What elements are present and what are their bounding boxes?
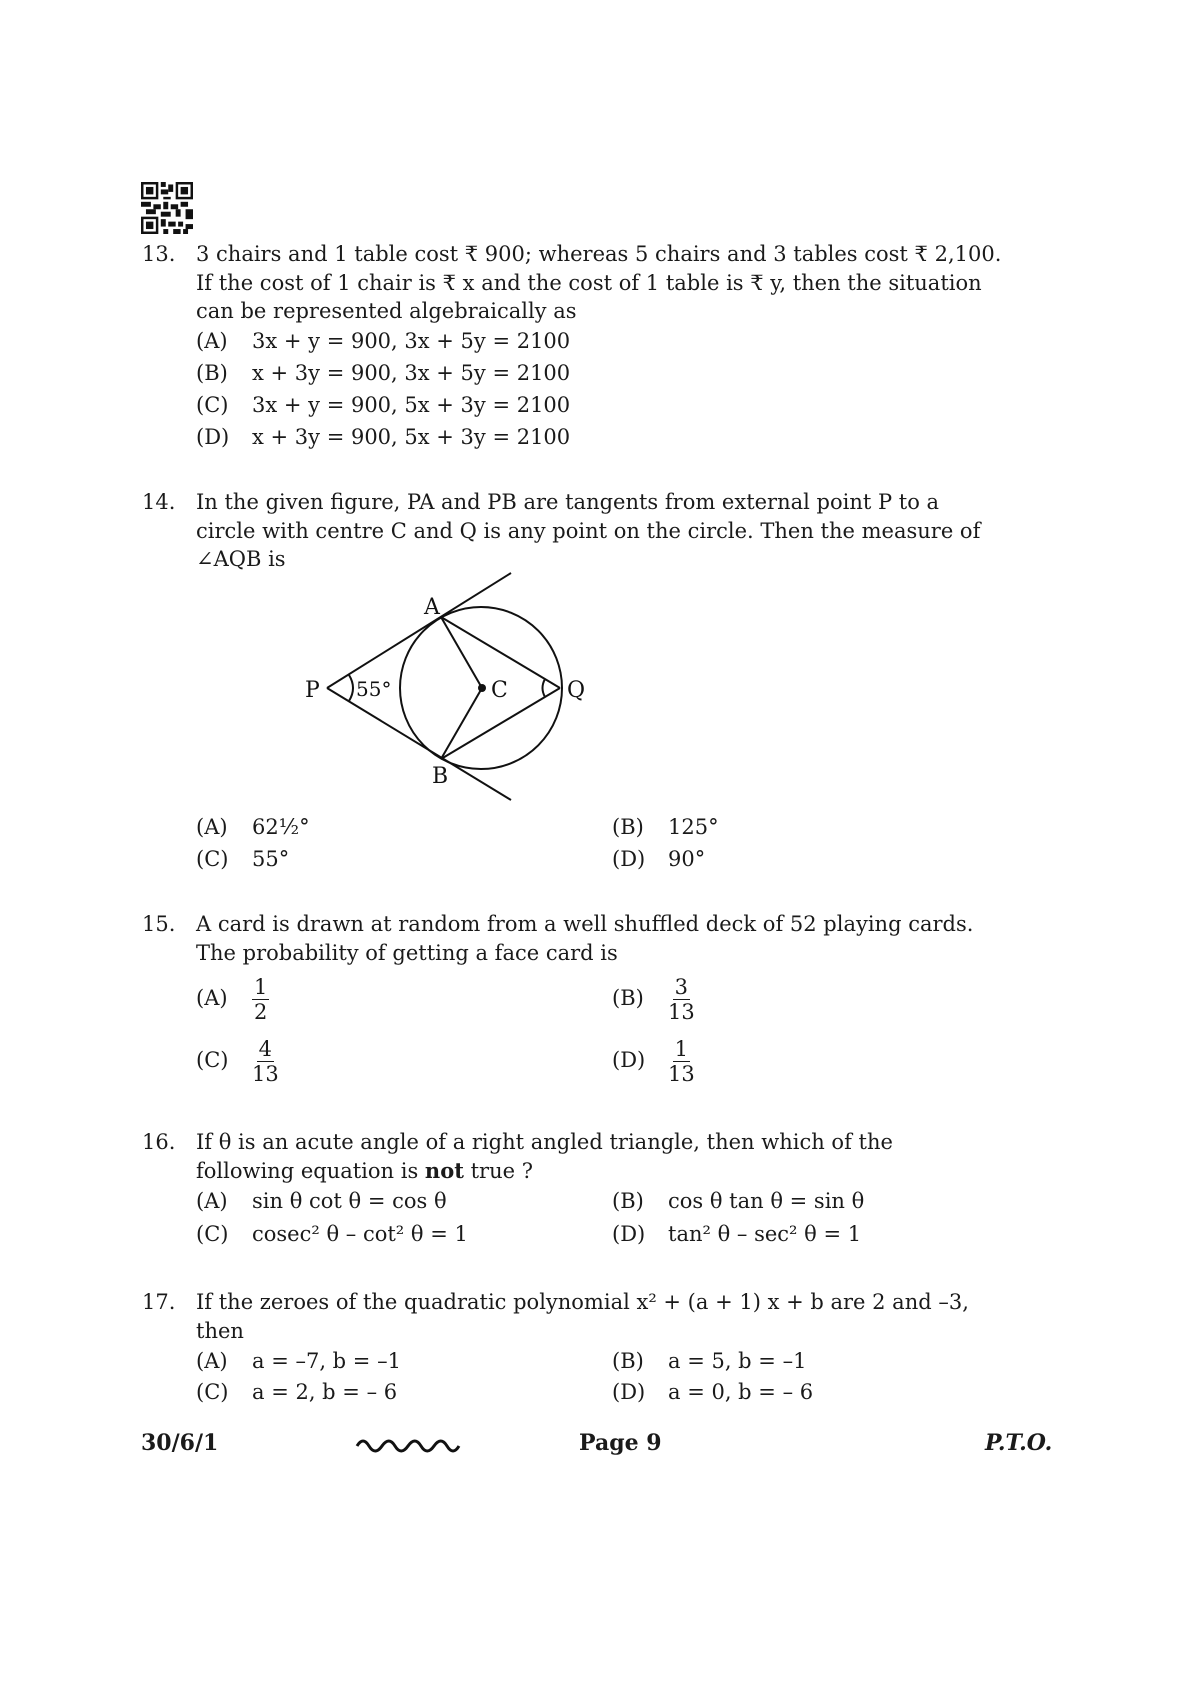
question-number: 13.	[142, 242, 176, 266]
option-16-b: (B) cos θ tan θ = sin θ	[612, 1189, 865, 1213]
option-13-a: (A) 3x + y = 900, 3x + 5y = 2100	[196, 329, 571, 353]
svg-text:C: C	[491, 678, 508, 703]
option-14-a: (A) 62½°	[196, 815, 310, 839]
option-16-d: (D) tan² θ – sec² θ = 1	[612, 1222, 862, 1246]
option-17-b: (B) a = 5, b = –1	[612, 1349, 807, 1373]
option-15-b: (B) $\frac{3}{13}$	[612, 975, 695, 1024]
option-13-d: (D) x + 3y = 900, 5x + 3y = 2100	[196, 425, 571, 449]
wave-divider-icon	[355, 1436, 461, 1456]
svg-text:B: B	[432, 764, 449, 789]
svg-text:Q: Q	[567, 678, 586, 703]
svg-text:A: A	[424, 595, 440, 620]
option-14-b: (B) 125°	[612, 815, 719, 839]
question-17	[142, 1288, 1012, 1345]
question-text: 3 chairs and 1 table cost ₹ 900; whereas 5 chairs and 3 tables cost ₹ 2,100. If the cost of 1 chair is ₹ x and the cost of 1 table is ₹ y, then the situation can be represented algebraically as	[196, 242, 1002, 323]
question-number: 15.	[142, 912, 176, 936]
question-14	[142, 488, 1012, 574]
option-13-b: (B) x + 3y = 900, 3x + 5y = 2100	[196, 361, 571, 385]
option-14-c: (C) 55°	[196, 847, 290, 871]
option-14-d: (D) 90°	[612, 847, 706, 871]
question-number: 16.	[142, 1130, 176, 1154]
svg-text:P: P	[305, 678, 320, 703]
question-13	[142, 240, 1012, 326]
option-17-a: (A) a = –7, b = –1	[196, 1349, 401, 1373]
paper-code: 30/6/1	[141, 1430, 219, 1456]
question-text: A card is drawn at random from a well shuffled deck of 52 playing cards. The probability of getting a face card is	[196, 912, 974, 965]
option-17-c: (C) a = 2, b = – 6	[196, 1380, 398, 1404]
question-text: If the zeroes of the quadratic polynomial x² + (a + 1) x + b are 2 and –3, then	[196, 1290, 969, 1343]
question-15	[142, 910, 1012, 967]
option-17-d: (D) a = 0, b = – 6	[612, 1380, 814, 1404]
option-16-c: (C) cosec² θ – cot² θ = 1	[196, 1222, 468, 1246]
option-13-c: (C) 3x + y = 900, 5x + 3y = 2100	[196, 393, 571, 417]
tangent-circle-figure	[290, 570, 590, 810]
pto-label: P.T.O.	[985, 1430, 1053, 1456]
option-15-d: (D) $\frac{1}{13}$	[612, 1037, 695, 1086]
option-15-a: (A) $\frac{1}{2}$	[196, 975, 268, 1024]
question-16	[142, 1128, 1012, 1185]
emphasis-not: not	[424, 1157, 464, 1183]
page-number: Page 9	[579, 1430, 662, 1456]
question-number: 17.	[142, 1290, 176, 1314]
question-text: In the given figure, PA and PB are tangents from external point P to a circle with centre C and Q is any point on the circle. Then the measure of ∠AQB is	[196, 490, 981, 571]
qr-code-icon	[141, 182, 193, 234]
question-number: 14.	[142, 490, 176, 514]
option-16-a: (A) sin θ cot θ = cos θ	[196, 1189, 447, 1213]
option-15-c: (C) $\frac{4}{13}$	[196, 1037, 279, 1086]
question-text: If θ is an acute angle of a right angled triangle, then which of the following equation is not true ?	[196, 1130, 893, 1183]
svg-text:55°: 55°	[356, 677, 392, 701]
